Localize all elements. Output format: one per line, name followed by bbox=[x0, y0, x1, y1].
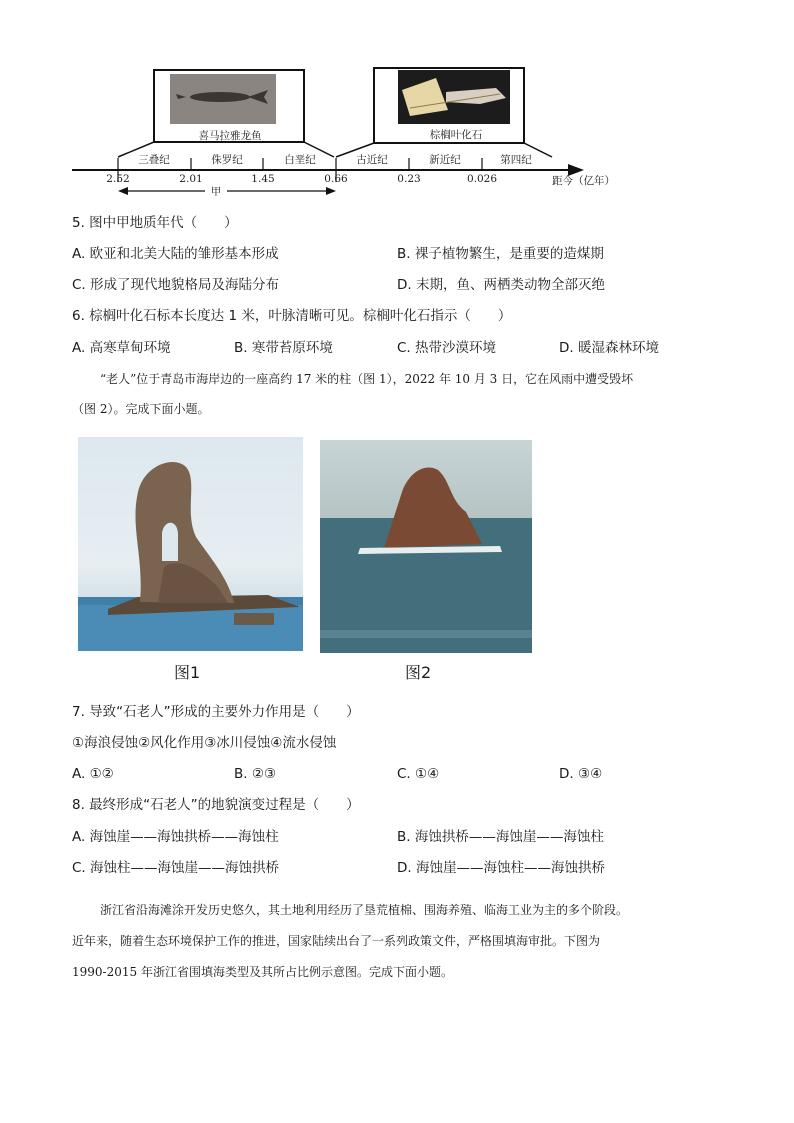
period-paleogene: 古近纪 bbox=[356, 154, 388, 166]
age-2-52: 2.52 bbox=[106, 173, 130, 185]
q8-option-a[interactable]: A. 海蚀崖——海蚀拱桥——海蚀柱 bbox=[72, 829, 279, 845]
q7-option-b[interactable]: B. ②③ bbox=[234, 766, 277, 782]
q6-option-d[interactable]: D. 暖湿森林环境 bbox=[559, 340, 659, 356]
q5-option-b[interactable]: B. 裸子植物繁生，是重要的造煤期 bbox=[397, 246, 604, 262]
passage2-line2: 近年来，随着生态环境保护工作的推进，国家陆续出台了一系列政策文件，严格围填海审批。下图为 bbox=[72, 934, 601, 948]
q5-stem: 5. 图中甲地质年代（ ） bbox=[72, 215, 238, 231]
range-label-jia: 甲 bbox=[210, 186, 222, 198]
figure-1-caption: 图1 bbox=[174, 663, 201, 682]
photo-figure-1 bbox=[78, 437, 303, 651]
specimen1-label: 喜马拉雅龙鱼 bbox=[198, 130, 262, 142]
q8-option-c[interactable]: C. 海蚀柱——海蚀崖——海蚀拱桥 bbox=[72, 860, 280, 876]
rock-stack-shape bbox=[384, 467, 482, 548]
q8-option-d[interactable]: D. 海蚀崖——海蚀柱——海蚀拱桥 bbox=[397, 860, 605, 876]
photo-figure-2 bbox=[320, 440, 532, 653]
specimen-box-fish bbox=[118, 70, 334, 157]
range-arrow-jia bbox=[118, 184, 336, 198]
passage1-line1: “老人”位于青岛市海岸边的一座高约 17 米的柱（图 1），2022 年 10 月 3 日，它在风雨中遭受毁坏 bbox=[100, 372, 634, 386]
age-0-23: 0.23 bbox=[397, 173, 421, 185]
q6-option-a[interactable]: A. 高寒草甸环境 bbox=[72, 340, 171, 356]
age-0-026: 0.026 bbox=[466, 173, 498, 185]
specimen2-label: 棕榈叶化石 bbox=[429, 129, 483, 141]
q6-option-c[interactable]: C. 热带沙漠环境 bbox=[397, 340, 497, 356]
axis-label: 距今（亿年） bbox=[552, 175, 615, 187]
age-1-45: 1.45 bbox=[251, 173, 275, 185]
passage2-line3: 1990-2015 年浙江省围填海类型及其所占比例示意图。完成下面小题。 bbox=[72, 965, 453, 979]
age-0-66: 0.66 bbox=[324, 173, 348, 185]
q8-stem: 8. 最终形成“石老人”的地貌演变过程是（ ） bbox=[72, 797, 360, 813]
figure-2-caption: 图2 bbox=[405, 663, 432, 682]
q6-stem: 6. 棕榈叶化石标本长度达 1 米，叶脉清晰可见。棕榈叶化石指示（ ） bbox=[72, 308, 512, 324]
period-jurassic: 侏罗纪 bbox=[211, 154, 243, 166]
passage2-line1: 浙江省沿海滩涂开发历史悠久，其土地利用经历了垦荒植棉、围海养殖、临海工业为主的多个阶段。 bbox=[100, 903, 629, 917]
q6-option-b[interactable]: B. 寒带苔原环境 bbox=[234, 340, 333, 356]
q5-option-c[interactable]: C. 形成了现代地貌格局及海陆分布 bbox=[72, 277, 280, 293]
q8-option-b[interactable]: B. 海蚀拱桥——海蚀崖——海蚀柱 bbox=[397, 829, 604, 845]
passage1-line2: （图 2）。完成下面小题。 bbox=[72, 402, 210, 416]
q5-option-a[interactable]: A. 欧亚和北美大陆的雏形基本形成 bbox=[72, 246, 279, 262]
period-neogene: 新近纪 bbox=[429, 154, 461, 166]
period-triassic: 三叠纪 bbox=[138, 154, 170, 166]
q5-option-d[interactable]: D. 末期，鱼、两栖类动物全部灭绝 bbox=[397, 277, 605, 293]
q7-option-d[interactable]: D. ③④ bbox=[559, 766, 603, 782]
q7-option-c[interactable]: C. ①④ bbox=[397, 766, 440, 782]
fish-fossil-icon bbox=[190, 92, 250, 102]
period-cretaceous: 白垩纪 bbox=[284, 154, 316, 166]
period-quaternary: 第四纪 bbox=[500, 154, 532, 166]
specimen-box-palm bbox=[336, 68, 552, 157]
q7-options-line: ①海浪侵蚀②风化作用③冰川侵蚀④流水侵蚀 bbox=[72, 735, 337, 751]
q7-stem: 7. 导致“石老人”形成的主要外力作用是（ ） bbox=[72, 704, 360, 720]
age-2-01: 2.01 bbox=[179, 173, 203, 185]
q7-option-a[interactable]: A. ①② bbox=[72, 766, 114, 782]
